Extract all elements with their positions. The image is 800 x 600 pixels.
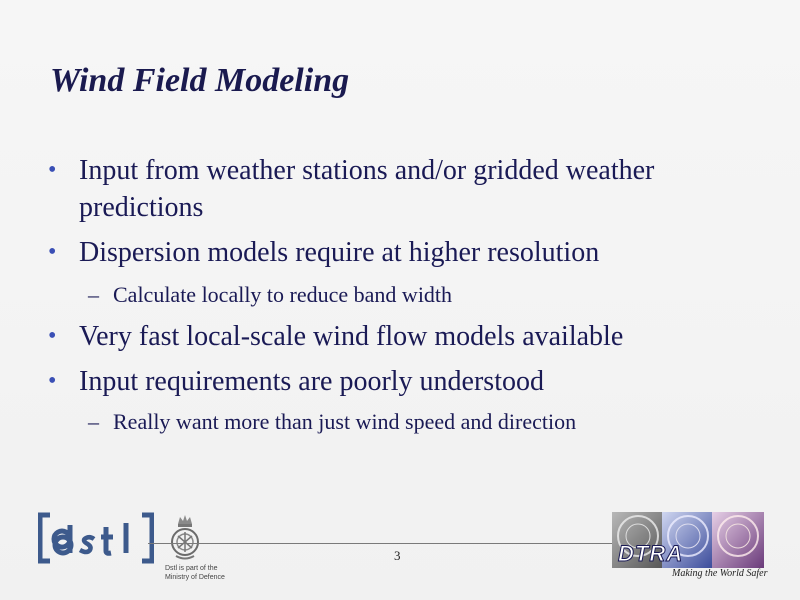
sub-bullet-marker: – (88, 409, 99, 434)
sub-bullet-item (88, 408, 728, 436)
tagline: Making the World Safer (672, 568, 768, 579)
sub-bullet-item (88, 281, 728, 309)
bullet-item (48, 152, 728, 226)
crown-crest-icon (168, 514, 202, 562)
bullet-item (48, 234, 728, 271)
bullet-text: Dispersion models require at higher resolution (79, 237, 600, 268)
bullet-item (48, 318, 728, 355)
dstl-logo (38, 511, 154, 565)
bullet-text: Input from weather stations and/or gridded weather predictions (79, 155, 655, 223)
bullet-item (48, 363, 728, 400)
sub-bullet-text: Really want more than just wind speed and direction (113, 409, 577, 434)
bullet-text: Very fast local-scale wind flow models available (79, 321, 624, 352)
dtra-logo-text: DTRA (618, 541, 684, 566)
bullet-marker: • (48, 368, 57, 394)
mod-caption: Dstl is part of the Ministry of Defence (165, 565, 225, 581)
bullet-marker: • (48, 157, 57, 183)
bullet-marker: • (48, 323, 57, 349)
sub-bullet-text: Calculate locally to reduce band width (113, 282, 453, 307)
page-number: 3 (394, 548, 401, 563)
bullet-marker: • (48, 239, 57, 265)
sub-bullet-marker: – (88, 282, 99, 307)
bullet-text: Input requirements are poorly understood (79, 366, 544, 397)
slide-title: Wind Field Modeling (50, 62, 350, 99)
